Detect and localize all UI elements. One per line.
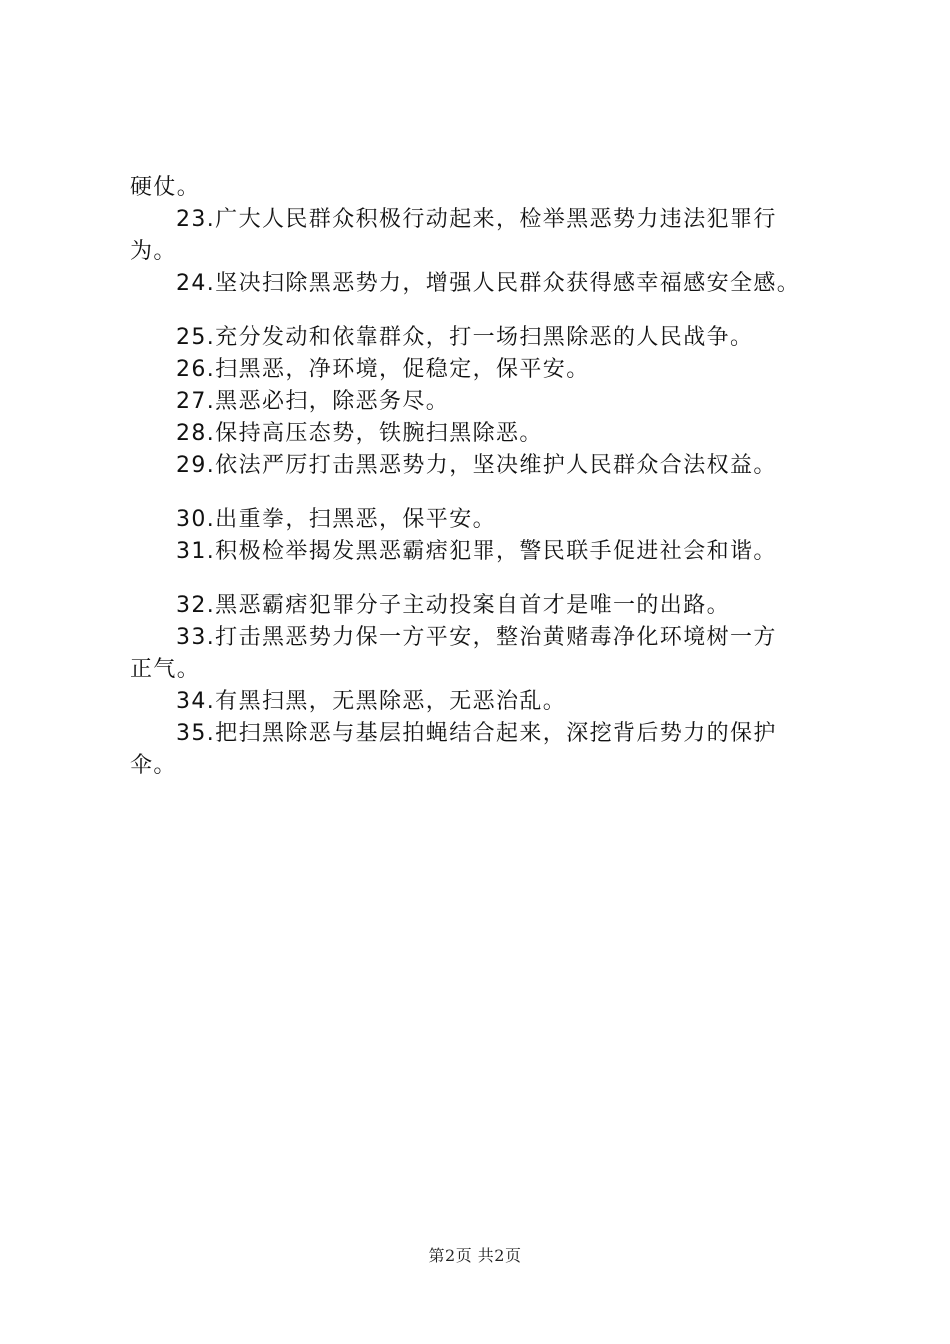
slogan-32: 32.黑恶霸痞犯罪分子主动投案自首才是唯一的出路。 <box>176 593 730 618</box>
text-line: 正气。 <box>130 657 201 682</box>
text-line: 硬仗。 <box>130 175 201 200</box>
slogan-25: 25.充分发动和依靠群众，打一场扫黑除恶的人民战争。 <box>176 325 754 350</box>
spacer <box>130 568 850 590</box>
slogan-33: 33.打击黑恶势力保一方平安，整治黄赌毒净化环境树一方 <box>176 625 777 650</box>
spacer <box>130 482 850 504</box>
slogan-26: 26.扫黑恶，净环境，促稳定，保平安。 <box>176 357 590 382</box>
page-number-footer: 第2页 共2页 <box>428 1246 522 1265</box>
spacer <box>130 300 850 322</box>
slogan-35: 35.把扫黑除恶与基层拍蝇结合起来，深挖背后势力的保护 <box>176 721 777 746</box>
text-line: 为。 <box>130 239 177 264</box>
slogan-27: 27.黑恶必扫，除恶务尽。 <box>176 389 450 414</box>
slogan-31: 31.积极检举揭发黑恶霸痞犯罪，警民联手促进社会和谐。 <box>176 539 777 564</box>
slogan-34: 34.有黑扫黑，无黑除恶，无恶治乱。 <box>176 689 567 714</box>
text-line: 伞。 <box>130 753 177 778</box>
document-body <box>130 172 850 782</box>
slogan-28: 28.保持高压态势，铁腕扫黑除恶。 <box>176 421 543 446</box>
slogan-29: 29.依法严厉打击黑恶势力，坚决维护人民群众合法权益。 <box>176 453 777 478</box>
slogan-30: 30.出重拳，扫黑恶，保平安。 <box>176 507 496 532</box>
slogan-24: 24.坚决扫除黑恶势力，增强人民群众获得感幸福感安全感。 <box>176 271 801 296</box>
slogan-23: 23.广大人民群众积极行动起来，检举黑恶势力违法犯罪行 <box>176 207 777 232</box>
